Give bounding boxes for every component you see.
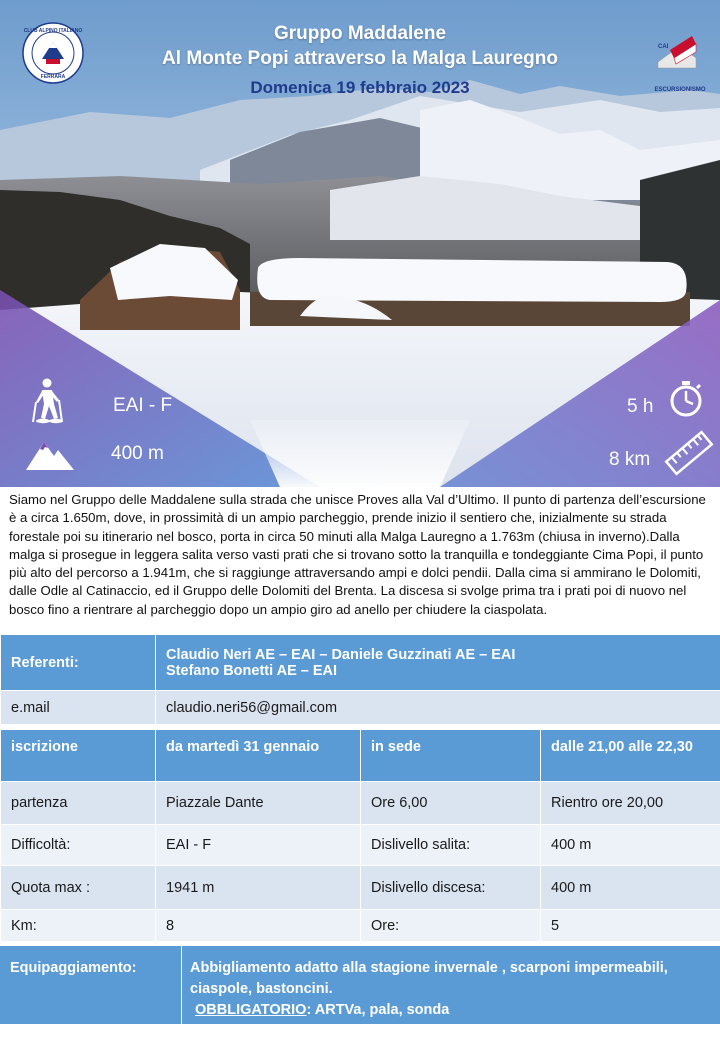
hero-banner [0, 0, 720, 487]
equipment-divider [181, 946, 182, 1024]
iscrizione-label: iscrizione [1, 730, 156, 782]
cell-value: 400 m [541, 866, 720, 910]
equipment-text [190, 958, 715, 1021]
svg-text:FERRARA: FERRARA [40, 74, 66, 80]
contacts-table [0, 634, 720, 725]
hero-distance: 8 km [609, 449, 651, 470]
iscrizione-hours: dalle 21,00 alle 22,30 [541, 730, 720, 782]
email-row [1, 691, 720, 725]
cell-label: Difficoltà: [1, 825, 156, 866]
mandatory-items: : ARTVa, pala, sonda [306, 1002, 450, 1018]
equipment-box [0, 946, 720, 1024]
table-row [1, 825, 720, 866]
logo-lettering: CLUB ALPINO ITALIANO [23, 28, 83, 34]
cell-value: EAI - F [156, 825, 361, 866]
referenti-row [1, 635, 720, 691]
stopwatch-icon [668, 380, 704, 418]
hiker-icon [28, 378, 68, 424]
iscrizione-row [1, 730, 720, 782]
cell-label: partenza [1, 782, 156, 825]
table-row [1, 782, 720, 825]
referenti-line1: Claudio Neri AE – EAI – Daniele Guzzinati AE – EAI [166, 646, 516, 663]
iscrizione-from: da martedì 31 gennaio [156, 730, 361, 782]
cell-value: Piazzale Dante [156, 782, 361, 825]
referenti-line2: Stefano Bonetti AE – EAI [166, 662, 338, 679]
page-subtitle: Al Monte Popi attraverso la Malga Lauregno [162, 48, 558, 69]
cell-label: Ore 6,00 [361, 782, 541, 825]
hero-difficulty: EAI - F [113, 395, 173, 416]
referenti-value [156, 635, 720, 691]
iscrizione-where: in sede [361, 730, 541, 782]
cell-value: 8 [156, 910, 361, 942]
cell-label: Dislivello discesa: [361, 866, 541, 910]
description: Siamo nel Gruppo delle Maddalene sulla strada che unisce Proves alla Val d’Ultimo. Il punto di partenza dell’escursione è a circa 1.650m, dove, in prossimità di un ampio parcheggio, prende inizio il sentiero che, inizialmente su strada forestale poi su itinerario nel bosco, porta in circa 50 minuti alla Malga Lauregno a 1.763m (chiusa in inverno).Dalla malga si prosegue in leggera salita verso vasti prati che si trovano sotto la tranquilla e tondeggiante Cima Popi, il punto più alto del percorso a 1.941m, che si raggiunge attraversando ampi e dolci pendii. Dalla cima si ammirano le Dolomiti, dalle Odle al Catinaccio, ed il Gruppo delle Dolomiti del Brenta. La discesa si svolge prima tra i prati poi di nuovo nel bosco fino a rientrare al parcheggio dopo un ampio giro ad anello per chiudere la ciaspolata. [9, 492, 706, 617]
email-value[interactable]: claudio.neri56@gmail.com [156, 691, 720, 725]
hero-duration: 5 h [627, 396, 654, 417]
table-row [1, 866, 720, 910]
cell-label: Km: [1, 910, 156, 942]
email-label: e.mail [1, 691, 156, 725]
equipment-label: Equipaggiamento: [10, 960, 137, 976]
page-title: Gruppo Maddalene [273, 23, 447, 44]
event-date: Domenica 19 febbraio 2023 [250, 78, 470, 97]
cell-value: 1941 m [156, 866, 361, 910]
referenti-label: Referenti: [1, 635, 156, 691]
cell-value: Rientro ore 20,00 [541, 782, 720, 825]
cell-value: 5 [541, 910, 720, 942]
mandatory-label: OBBLIGATORIO [195, 1002, 307, 1018]
title-block [0, 22, 720, 102]
svg-text:CAI: CAI [658, 44, 669, 50]
cell-label: Ore: [361, 910, 541, 942]
hero-elevation: 400 m [111, 443, 164, 464]
details-table [0, 729, 720, 942]
cell-label: Quota max : [1, 866, 156, 910]
mountain-icon [26, 436, 74, 472]
cell-label: Dislivello salita: [361, 825, 541, 866]
cell-value: 400 m [541, 825, 720, 866]
ruler-icon [664, 430, 714, 476]
logo-right-caption: ESCURSIONISMO [654, 87, 706, 93]
table-row [1, 910, 720, 942]
equipment-description: Abbigliamento adatto alla stagione invernale , scarponi impermeabili, ciaspole, bastoncini. [190, 960, 668, 997]
